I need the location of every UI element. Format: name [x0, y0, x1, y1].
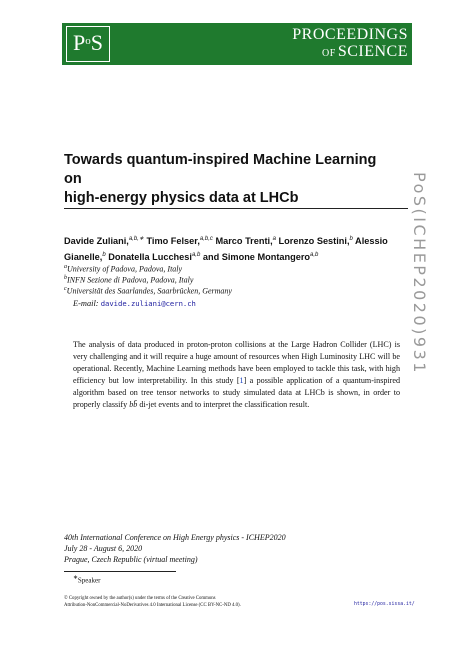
- affiliation-mark: c: [64, 286, 67, 292]
- author-list: [64, 233, 408, 264]
- author-name: Marco Trenti,: [212, 236, 273, 247]
- pos-identifier-stamp: [410, 172, 440, 472]
- author-affil-mark: a,b,∗: [128, 236, 144, 242]
- brand-science-word: SCIENCE: [337, 43, 408, 60]
- speaker-footnote: [73, 575, 100, 584]
- author-name: Lorenzo Sestini,: [275, 236, 350, 247]
- affiliation-text: University of Padova, Padova, Italy: [67, 264, 183, 274]
- email-link[interactable]: davide.zuliani@cern.ch: [100, 299, 196, 308]
- footnote-divider: [64, 571, 176, 572]
- pos-url-link[interactable]: https://pos.sissa.it/: [354, 602, 415, 607]
- logo-letter-p: P: [73, 30, 86, 55]
- author-name: Davide Zuliani,: [64, 236, 129, 247]
- affiliation-mark: a: [64, 264, 67, 270]
- citation-link[interactable]: 1: [239, 376, 244, 386]
- affiliation-c: [64, 284, 404, 297]
- author-name: Donatella Lucchesi: [105, 251, 192, 262]
- author-name: Alessio Gianelle,: [64, 236, 388, 262]
- brand-of: OF: [322, 48, 336, 59]
- pos-identifier-text: PoS(ICHEP2020)931: [410, 172, 429, 375]
- paper-title: [64, 151, 394, 208]
- affiliation-text: INFN Sezione di Padova, Padova, Italy: [67, 275, 194, 285]
- copyright-line-1: © Copyright owned by the author(s) under the terms of the Creative Commons: [64, 596, 216, 601]
- conference-dates: July 28 - August 6, 2020: [64, 544, 143, 553]
- author-name: Timo Felser,: [143, 236, 200, 247]
- copyright-notice: [64, 596, 304, 609]
- contact-email: [73, 299, 196, 308]
- abstract-text: di-jet events and to interpret the classification result.: [137, 400, 310, 410]
- author-affil-mark: a,b: [310, 251, 319, 258]
- title-line-2: high-energy physics data at LHCb: [64, 190, 299, 206]
- footnote-text: Speaker: [77, 576, 101, 585]
- conference-info: [64, 532, 364, 565]
- conference-name: 40th International Conference on High Energy physics - ICHEP2020: [64, 533, 286, 542]
- author-affil-mark: b: [102, 251, 106, 258]
- author-affil-mark: a,b,c: [199, 236, 213, 242]
- bbbar-symbol: bb̄: [129, 400, 138, 410]
- pos-logo: [66, 26, 110, 62]
- footnote-mark: ∗: [73, 575, 78, 581]
- title-line-1: Towards quantum-inspired Machine Learning on: [64, 152, 377, 187]
- conference-location: Prague, Czech Republic (virtual meeting): [64, 555, 198, 564]
- affiliation-mark: b: [64, 275, 67, 281]
- author-name: and Simone Montangero: [200, 251, 311, 262]
- title-divider: [64, 208, 408, 209]
- author-affil-mark: a,b: [191, 251, 201, 258]
- affiliation-text: Universität des Saarlandes, Saarbrücken, Germany: [66, 286, 232, 296]
- brand-proceedings: PROCEEDINGS: [292, 26, 408, 43]
- abstract: [73, 339, 400, 412]
- logo-letter-s: S: [90, 30, 103, 55]
- logo-letter-o: o: [85, 35, 91, 47]
- email-label: E-mail:: [73, 299, 99, 308]
- copyright-line-2: Attribution-NonCommercial-NoDerivatives 4.0 International License (CC BY-NC-ND 4.0).: [64, 602, 241, 608]
- brand-science: [322, 43, 408, 63]
- author-affil-mark: a: [272, 236, 276, 242]
- abstract-text: The analysis of data produced in proton-proton collisions at the Large Hadron Collider (LHC) is very challenging and it will require a huge amount of resources when High Luminosity LHC will be operational. Recently, Machine Learning methods have been employed to tackle this task, with high efficiency but low interpretability. In this study [: [73, 340, 400, 386]
- author-affil-mark: b: [349, 236, 353, 242]
- abstract-text: ] a possible application of a quantum-inspired algorithm based on tree tensor networks to study simulated data at LHCb is shown, in order to properly classify: [73, 376, 400, 410]
